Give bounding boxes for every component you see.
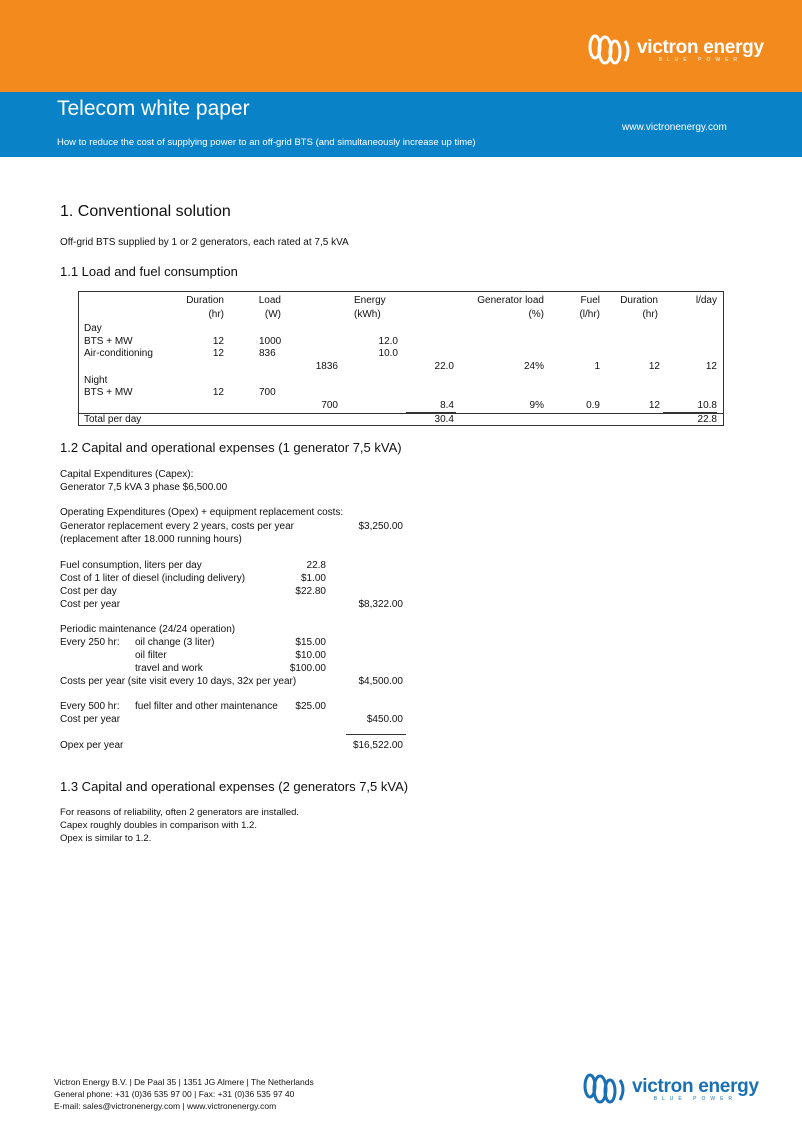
table-cell: 12 xyxy=(212,348,224,359)
expense-label: Cost per year xyxy=(60,599,121,610)
table-row-label: Night xyxy=(84,375,108,386)
section-heading-1-1: 1.1 Load and fuel consumption xyxy=(60,264,238,279)
table-cell: 24% xyxy=(523,361,544,372)
expense-label: Cost per day xyxy=(60,586,117,597)
expense-item: oil change (3 liter) xyxy=(135,637,215,648)
table-divider xyxy=(79,413,723,414)
expense-amount: $100.00 xyxy=(289,663,326,674)
expense-total: $450.00 xyxy=(366,714,403,725)
expense-label: Capital Expenditures (Capex): xyxy=(60,469,194,480)
expense-item: oil filter xyxy=(135,650,167,661)
page-title: Telecom white paper xyxy=(57,97,250,120)
table-cell: 12 xyxy=(705,361,717,372)
expense-amount: 22.8 xyxy=(306,560,326,571)
expense-amount: $1.00 xyxy=(300,573,326,584)
expense-total: $16,522.00 xyxy=(352,740,403,751)
expense-label: Opex per year xyxy=(60,740,124,751)
table-cell: 9% xyxy=(529,400,544,411)
expense-label: Every 250 hr: xyxy=(60,637,120,648)
table-cell: 12 xyxy=(648,361,660,372)
expense-amount: $15.00 xyxy=(295,637,326,648)
footer-email: E-mail: sales@victronenergy.com | www.victronenergy.com xyxy=(54,1101,277,1111)
section-heading-1-3: 1.3 Capital and operational expenses (2 generators 7,5 kVA) xyxy=(60,779,409,794)
expense-item: travel and work xyxy=(135,663,203,674)
section-heading-1-2: 1.2 Capital and operational expenses (1 generator 7,5 kVA) xyxy=(60,440,402,455)
expense-total: $4,500.00 xyxy=(358,676,403,687)
table-header-unit: (l/hr) xyxy=(579,309,600,320)
expense-amount: $10.00 xyxy=(295,650,326,661)
table-cell: 1 xyxy=(594,361,600,372)
table-header: l/day xyxy=(695,295,717,306)
table-cell: 10.8 xyxy=(697,400,717,411)
expense-label: Operating Expenditures (Opex) + equipment replacement costs: xyxy=(60,507,344,518)
expense-label: Periodic maintenance (24/24 operation) xyxy=(60,624,236,635)
table-header-unit: (%) xyxy=(528,309,544,320)
expense-label: Fuel consumption, liters per day xyxy=(60,560,202,571)
victron-logo xyxy=(585,33,764,67)
note-line: Opex is similar to 1.2. xyxy=(60,833,152,844)
table-header: Load xyxy=(258,295,281,306)
expense-amount: $25.00 xyxy=(295,701,326,712)
section-heading-1: 1. Conventional solution xyxy=(60,203,231,220)
expense-label: Generator replacement every 2 years, costs per year xyxy=(60,521,294,532)
note-line: For reasons of reliability, often 2 generators are installed. xyxy=(60,807,300,818)
expense-label: Every 500 hr: xyxy=(60,701,120,712)
table-cell: 12 xyxy=(212,387,224,398)
footer-phone: General phone: +31 (0)36 535 97 00 | Fax: +31 (0)36 535 97 40 xyxy=(54,1089,295,1099)
expense-total: $3,250.00 xyxy=(358,521,403,532)
expense-label: Cost of 1 liter of diesel (including delivery) xyxy=(60,573,246,584)
table-cell: 30.4 xyxy=(434,414,454,425)
load-fuel-table xyxy=(78,291,724,426)
total-underline xyxy=(346,734,406,735)
logo-text: victron energy xyxy=(632,1075,759,1097)
expense-label: Generator 7,5 kVA 3 phase $6,500.00 xyxy=(60,482,228,493)
table-cell: 0.9 xyxy=(586,400,600,411)
table-cell: 12 xyxy=(648,400,660,411)
victron-waves-icon xyxy=(580,1072,628,1106)
table-cell: 836 xyxy=(259,348,276,359)
table-header: Duration xyxy=(186,295,224,306)
table-row-label: Day xyxy=(84,323,102,334)
table-row-label: Air-conditioning xyxy=(84,348,153,359)
table-cell: 1836 xyxy=(315,361,338,372)
table-header: Fuel xyxy=(580,295,600,306)
table-header-unit: (hr) xyxy=(642,309,658,320)
page-subtitle: How to reduce the cost of supplying power to an off-grid BTS (and simultaneously increase up time) xyxy=(57,137,476,148)
table-cell: 22.8 xyxy=(697,414,717,425)
table-cell: 8.4 xyxy=(440,400,454,411)
expense-item: fuel filter and other maintenance xyxy=(135,701,278,712)
table-row-label: BTS + MW xyxy=(84,336,133,347)
logo-tagline: BLUE POWER xyxy=(658,56,743,63)
intro-text: Off-grid BTS supplied by 1 or 2 generators, each rated at 7,5 kVA xyxy=(60,237,349,248)
table-header-unit: (W) xyxy=(264,309,281,320)
table-cell: 700 xyxy=(259,387,276,398)
table-header: Generator load xyxy=(477,295,544,306)
table-cell: 12.0 xyxy=(378,336,398,347)
expense-amount: $22.80 xyxy=(295,586,326,597)
expense-label: Costs per year (site visit every 10 days, 32x per year) xyxy=(60,676,297,687)
table-row-label: BTS + MW xyxy=(84,387,133,398)
table-cell: 12 xyxy=(212,336,224,347)
logo-text: victron energy xyxy=(637,36,764,58)
logo-tagline: BLUE POWER xyxy=(653,1095,738,1102)
expense-total: $8,322.00 xyxy=(358,599,403,610)
table-cell: 22.0 xyxy=(434,361,454,372)
website-link[interactable]: www.victronenergy.com xyxy=(622,122,727,133)
table-row-label: Total per day xyxy=(84,414,142,425)
note-line: Capex roughly doubles in comparison with 1.2. xyxy=(60,820,257,831)
table-cell: 10.0 xyxy=(378,348,398,359)
footer-address: Victron Energy B.V. | De Paal 35 | 1351 JG Almere | The Netherlands xyxy=(54,1077,314,1087)
footer-victron-logo xyxy=(580,1072,759,1106)
victron-waves-icon xyxy=(585,33,633,67)
table-header: Duration xyxy=(620,295,658,306)
table-cell: 1000 xyxy=(259,336,282,347)
table-cell: 700 xyxy=(321,400,338,411)
expense-label: Cost per year xyxy=(60,714,121,725)
table-header-unit: (kWh) xyxy=(354,309,381,320)
table-header: Energy xyxy=(354,295,386,306)
expense-label: (replacement after 18.000 running hours) xyxy=(60,534,242,545)
table-header-unit: (hr) xyxy=(208,309,224,320)
